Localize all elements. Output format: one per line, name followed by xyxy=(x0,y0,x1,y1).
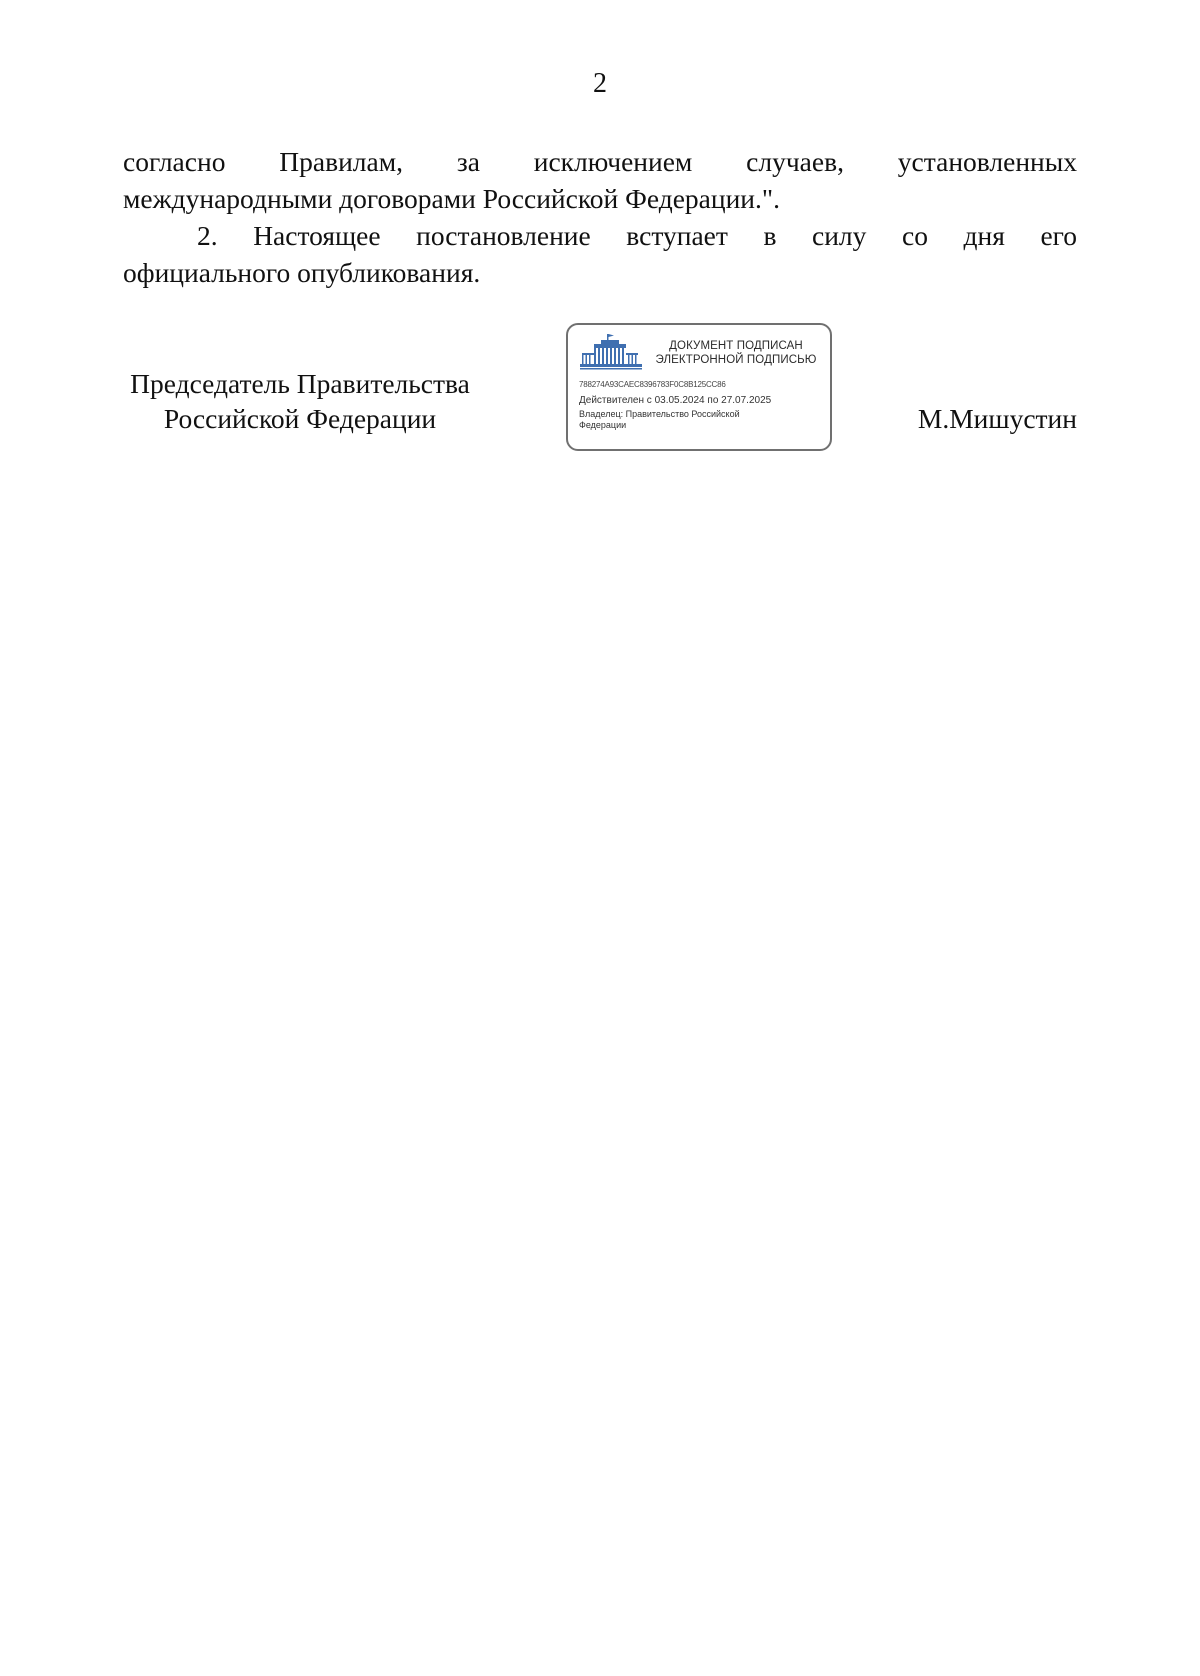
signatory-title-line-1: Председатель Правительства xyxy=(130,368,470,399)
paragraph-2-line-1: 2. Настоящее постановление вступает в силу со дня его xyxy=(197,220,1077,251)
certificate-owner: Владелец: Правительство Российской Федерации xyxy=(579,409,740,430)
signatory-title xyxy=(110,366,490,436)
certificate-number: 788274A93CAEC8396783F0C8B125CC86 xyxy=(579,380,726,389)
electronic-signature-stamp xyxy=(566,323,832,451)
body-line-2: международными договорами Российской Федерации.". xyxy=(123,183,780,214)
body-line-1: согласно Правилам, за исключением случаев, установленных xyxy=(123,146,1077,177)
stamp-heading-line-1: ДОКУМЕНТ ПОДПИСАН xyxy=(669,340,803,352)
certificate-validity: Действителен с 03.05.2024 по 27.07.2025 xyxy=(579,395,772,406)
stamp-heading xyxy=(648,339,824,367)
paragraph-2-line-2: официального опубликования. xyxy=(123,257,481,288)
government-building-icon xyxy=(580,334,642,370)
signatory-title-line-2: Российской Федерации xyxy=(163,403,437,434)
signatory-name: М.Мишустин xyxy=(917,403,1077,434)
stamp-heading-line-2: ЭЛЕКТРОННОЙ ПОДПИСЬЮ xyxy=(655,354,817,366)
document-body xyxy=(123,143,1077,291)
page-number: 2 xyxy=(593,68,607,99)
